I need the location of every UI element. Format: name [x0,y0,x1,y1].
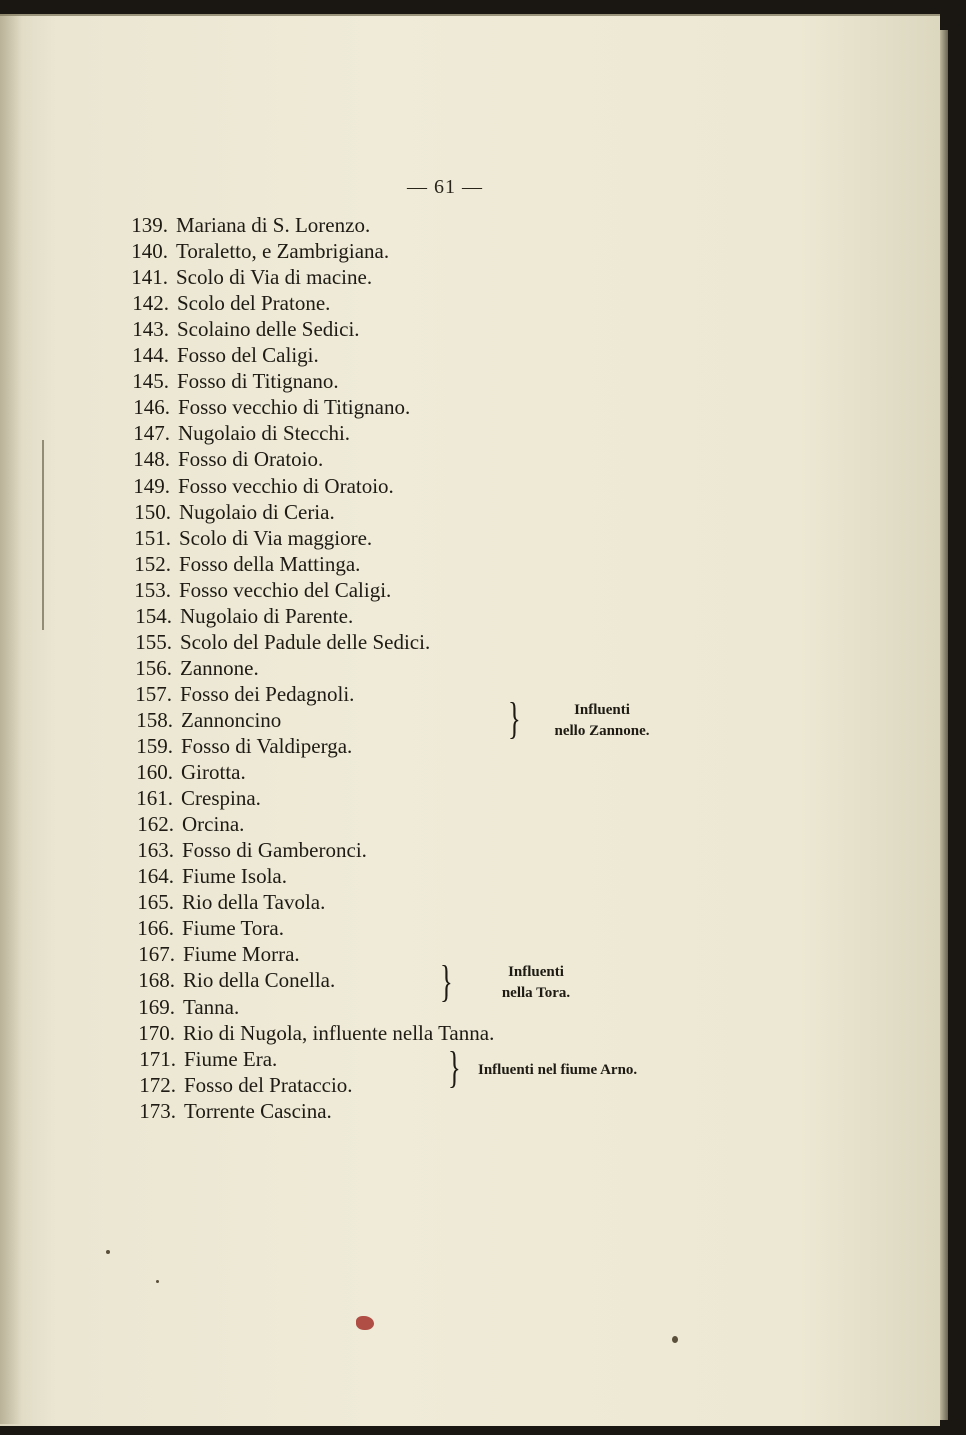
note-tora [482,962,590,1004]
entry-text: Zannone. [180,656,259,680]
entry-text: Fosso di Gamberonci. [182,838,367,862]
entry-text: Fosso dei Pedagnoli. [180,682,355,706]
brace-tora: } [440,957,453,1006]
entry-text: Fosso della Mattinga. [179,552,361,576]
entry-text: Scolo del Padule delle Sedici. [180,630,431,654]
paper-speck [156,1280,159,1283]
note-zannone-line2: nello Zannone. [554,723,650,739]
entry-number: 159. [136,734,173,758]
list-item [123,577,391,603]
entry-number: 168. [138,968,175,992]
entry-number: 149. [133,474,170,498]
list-item [123,499,335,525]
list-item [126,837,367,863]
list-item [124,603,353,629]
list-item [124,655,259,681]
paper-speck [106,1250,110,1254]
brace-zannone: } [508,694,521,743]
entry-number: 170. [138,1021,175,1045]
entry-number: 155. [135,630,172,654]
list-item [126,863,287,889]
note-arno [478,1060,637,1081]
entry-text: Rio della Tavola. [182,890,326,914]
entry-text: Fiume Isola. [182,864,287,888]
entry-number: 167. [138,942,175,966]
entry-number: 146. [133,395,170,419]
entry-text: Fosso vecchio di Titignano. [178,395,411,419]
entry-number: 142. [132,291,169,315]
entry-number: 172. [139,1073,176,1097]
entry-number: 166. [137,916,174,940]
note-zannone [538,700,666,742]
entry-number: 144. [132,343,169,367]
entry-text: Fosso del Caligi. [177,343,319,367]
paper-speck [672,1336,678,1343]
list-item [125,785,261,811]
list-item [122,473,394,499]
entry-number: 157. [135,682,172,706]
entry-text: Girotta. [181,760,246,784]
list-item [121,368,339,394]
list-item [120,264,372,290]
entry-text: Toraletto, e Zambrigiana. [176,239,390,263]
list-item [128,1098,332,1124]
entry-number: 158. [136,708,173,732]
entry-text: Fosso del Prataccio. [184,1073,353,1097]
entry-number: 150. [134,500,171,524]
red-ink-mark [356,1316,374,1330]
entry-number: 140. [131,239,168,263]
note-tora-line1: Influenti [508,964,564,980]
list-item [127,967,335,993]
entry-text: Tanna. [183,995,240,1019]
list-item [122,394,410,420]
entry-number: 156. [135,656,172,680]
entry-text: Fosso di Oratoio. [178,447,324,471]
entry-text: Nugolaio di Parente. [180,604,354,628]
note-zannone-line1: Influenti [574,702,630,718]
brace-arno: } [448,1043,461,1092]
list-item [126,889,325,915]
entry-number: 141. [131,265,168,289]
entry-text: Nugolaio di Stecchi. [178,421,351,445]
list-item [122,446,323,472]
entry-number: 161. [136,786,173,810]
entry-number: 173. [139,1099,176,1123]
list-item [127,994,239,1020]
page-edge [940,30,948,1420]
page-number: — 61 — [407,176,483,198]
entry-number: 153. [134,578,171,602]
list-item [128,1072,353,1098]
list-item [126,811,244,837]
entry-text: Torrente Cascina. [184,1099,332,1123]
entry-text: Fosso vecchio di Oratoio. [178,474,394,498]
entry-text: Scolo del Pratone. [177,291,331,315]
entry-number: 171. [139,1047,176,1071]
entry-number: 154. [135,604,172,628]
entry-number: 148. [133,447,170,471]
entry-number: 160. [136,760,173,784]
entry-text: Crespina. [181,786,261,810]
list-item [127,1020,494,1046]
entry-number: 164. [137,864,174,888]
entry-text: Mariana di S. Lorenzo. [176,213,371,237]
entry-text: Nugolaio di Ceria. [179,500,335,524]
list-item [123,551,360,577]
entry-text: Fiume Tora. [182,916,284,940]
entry-number: 139. [131,213,168,237]
entry-text: Rio di Nugola, influente nella Tanna. [183,1021,495,1045]
entry-text: Fosso di Titignano. [177,369,339,393]
entry-text: Fosso di Valdiperga. [181,734,353,758]
list-item [124,681,354,707]
entry-number: 163. [137,838,174,862]
list-item [120,238,389,264]
fold-mark [42,440,44,630]
entry-number: 169. [138,995,175,1019]
note-arno-line1: Influenti nel fiume Arno. [478,1062,638,1078]
entry-text: Scolaino delle Sedici. [177,317,360,341]
entry-number: 143. [132,317,169,341]
list-item [127,941,300,967]
entry-text: Rio della Conella. [183,968,336,992]
list-item [125,733,352,759]
list-item [124,629,430,655]
list-item [128,1046,277,1072]
entry-number: 147. [133,421,170,445]
list-item [126,915,284,941]
entry-text: Scolo di Via maggiore. [179,526,373,550]
list-item [121,290,330,316]
entry-text: Zannoncino [181,708,282,732]
list-item [125,707,281,733]
entry-number: 152. [134,552,171,576]
list-item [125,759,246,785]
entry-text: Orcina. [182,812,245,836]
entry-number: 165. [137,890,174,914]
entry-text: Fiume Era. [184,1047,278,1071]
entry-number: 145. [132,369,169,393]
list-item [120,212,370,238]
list-item [121,342,319,368]
entry-text: Fosso vecchio del Caligi. [179,578,392,602]
entry-text: Fiume Morra. [183,942,300,966]
binding-shadow [0,14,22,1424]
note-tora-line2: nella Tora. [501,985,571,1001]
list-item [122,420,350,446]
entry-number: 162. [137,812,174,836]
list-item [121,316,360,342]
entry-text: Scolo di Via di macine. [176,265,373,289]
list-item [123,525,372,551]
entry-number: 151. [134,526,171,550]
